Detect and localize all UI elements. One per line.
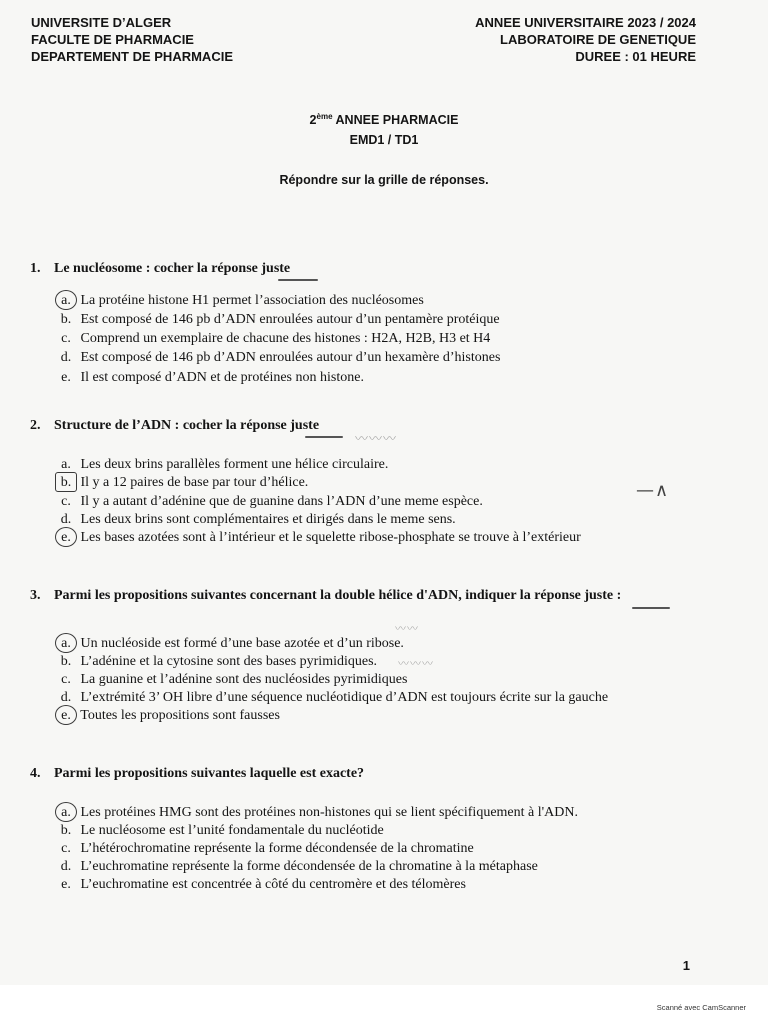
faculty-name: FACULTE DE PHARMACIE <box>31 32 194 47</box>
question-1-title: 1. Le nucléosome : cocher la réponse juste <box>30 261 291 276</box>
q4-option-b[interactable]: b. Le nucléosome est l’unité fondamentale du nucléotide <box>60 823 384 838</box>
pen-mark: —∧ <box>636 480 670 501</box>
answer-circle <box>55 705 77 725</box>
answer-circle <box>55 527 77 547</box>
scanner-watermark: Scanné avec CamScanner <box>656 1003 746 1012</box>
q4-option-e[interactable]: e. L’euchromatine est concentrée à côté du centromère et des télomères <box>61 877 466 892</box>
question-3-title: 3. Parmi les propositions suivantes concernant la double hélice d'ADN, indiquer la réponse juste : <box>30 588 622 603</box>
q1-option-c[interactable]: c. Comprend un exemplaire de chacune des histones : H2A, H2B, H3 et H4 <box>61 331 491 346</box>
answer-circle <box>55 472 77 492</box>
academic-year: ANNEE UNIVERSITAIRE 2023 / 2024 <box>475 15 696 30</box>
exam-code: EMD1 / TD1 <box>349 133 419 147</box>
q4-option-d[interactable]: d. L’euchromatine représente la forme décondensée de la chromatine à la métaphase <box>60 859 538 874</box>
q2-option-e[interactable]: e. Les bases azotées sont à l’intérieur et le squelette ribose-phosphate se trouve à l’extérieur <box>55 529 581 547</box>
exam-info-header <box>475 14 696 65</box>
handwritten-underline <box>278 279 318 281</box>
department-name: DEPARTEMENT DE PHARMACIE <box>31 49 233 64</box>
exam-duration: DUREE : 01 HEURE <box>575 49 696 64</box>
q3-option-c[interactable]: c. La guanine et l’adénine sont des nucléosides pyrimidiques <box>61 672 408 687</box>
q3-option-d[interactable]: d. L’extrémité 3’ OH libre d’une séquence nucléotidique d’ADN est toujours écrite sur la gauche <box>60 690 609 705</box>
question-4-title: 4. Parmi les propositions suivantes laquelle est exacte? <box>30 766 365 781</box>
page-number: 1 <box>682 958 690 973</box>
class-year: 2ème ANNEE PHARMACIE <box>309 112 459 128</box>
answer-circle <box>55 802 77 822</box>
pencil-scribble: 〰〰 <box>395 622 419 635</box>
q2-option-a[interactable]: a. Les deux brins parallèles forment une hélice circulaire. <box>61 457 389 472</box>
q4-option-c[interactable]: c. L’hétérochromatine représente la forme décondensée de la chromatine <box>61 841 474 856</box>
answer-circle <box>55 633 77 653</box>
laboratory-name: LABORATOIRE DE GENETIQUE <box>500 32 696 47</box>
q2-option-b[interactable]: b. Il y a 12 paires de base par tour d’hélice. <box>55 474 308 492</box>
q2-option-c[interactable]: c. Il y a autant d’adénine que de guanine dans l’ADN d’une meme espèce. <box>61 494 483 509</box>
institution-header <box>31 14 233 65</box>
q1-option-b[interactable]: b. Est composé de 146 pb d’ADN enroulées autour d’un pentamère protéique <box>60 312 500 327</box>
q3-option-a[interactable]: a. Un nucléoside est formé d’une base azotée et d’un ribose. <box>55 635 404 653</box>
q1-option-d[interactable]: d. Est composé de 146 pb d’ADN enroulées autour d’un hexamère d’histones <box>60 350 501 365</box>
handwritten-underline <box>305 436 343 438</box>
q4-option-a[interactable]: a. Les protéines HMG sont des protéines non-histones qui se lient spécifiquement à l'ADN. <box>55 804 578 822</box>
pencil-scribble: 〰〰〰 <box>398 657 434 670</box>
instruction: Répondre sur la grille de réponses. <box>279 173 489 187</box>
q1-option-e[interactable]: e. Il est composé d’ADN et de protéines non histone. <box>61 370 364 385</box>
q1-option-a[interactable]: a. La protéine histone H1 permet l’association des nucléosomes <box>55 292 424 310</box>
q2-option-d[interactable]: d. Les deux brins sont complémentaires et dirigés dans le meme sens. <box>60 512 456 527</box>
answer-circle <box>55 290 77 310</box>
q3-option-e[interactable]: e. Toutes les propositions sont fausses <box>55 707 280 725</box>
question-2-title: 2. Structure de l’ADN : cocher la réponse juste <box>30 418 320 433</box>
pencil-scribble: 〰〰〰 <box>355 432 398 447</box>
q3-option-b[interactable]: b. L’adénine et la cytosine sont des bases pyrimidiques. <box>60 654 378 669</box>
university-name: UNIVERSITE D’ALGER <box>31 15 172 30</box>
handwritten-underline <box>632 607 670 609</box>
